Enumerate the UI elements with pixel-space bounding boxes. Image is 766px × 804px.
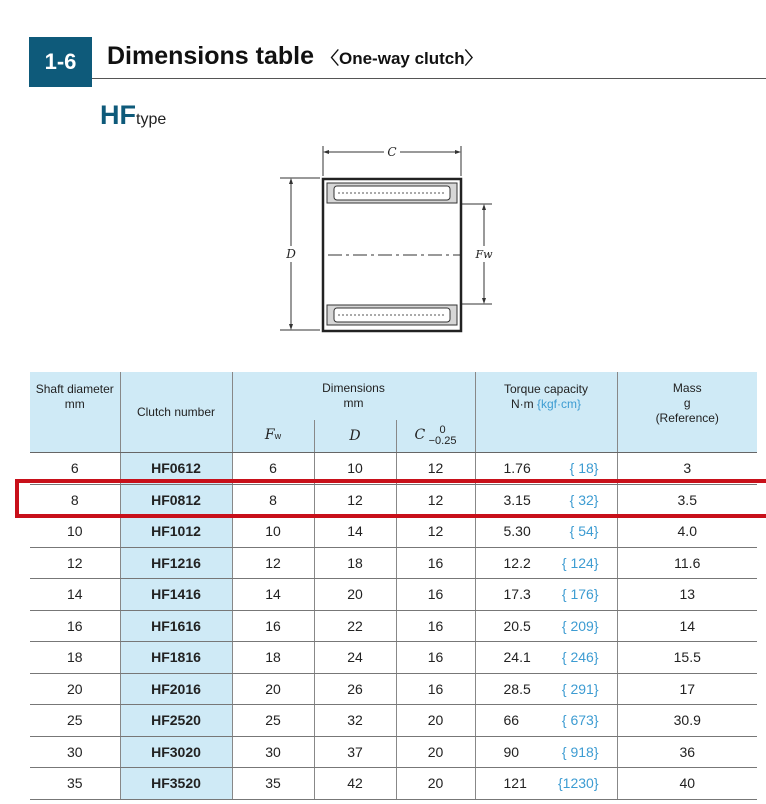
torque-kgf: { 176} bbox=[561, 586, 599, 603]
cell-mass: 30.9 bbox=[617, 705, 757, 737]
cell-c: 20 bbox=[396, 768, 475, 800]
table-row bbox=[30, 610, 757, 642]
torque-nm: 90 bbox=[503, 743, 520, 760]
diagram-label-d: D bbox=[286, 247, 296, 261]
cell-d: 18 bbox=[314, 547, 396, 579]
torque-nm: 121 bbox=[503, 775, 527, 792]
cell-torque bbox=[475, 736, 617, 768]
cell-c: 16 bbox=[396, 579, 475, 611]
cell-mass: 13 bbox=[617, 579, 757, 611]
cell-torque bbox=[475, 673, 617, 705]
torque-nm: 17.3 bbox=[503, 586, 531, 603]
torque-kgf: { 209} bbox=[561, 617, 599, 634]
torque-kgf: { 918} bbox=[561, 743, 599, 760]
diagram-label-c: C bbox=[387, 145, 397, 159]
cell-d: 12 bbox=[314, 484, 396, 516]
cell-c: 12 bbox=[396, 484, 475, 516]
cell-clutch-number: HF2016 bbox=[120, 673, 232, 705]
diagram-label-fw: Fw bbox=[475, 248, 493, 261]
cell-torque bbox=[475, 579, 617, 611]
torque-kgf: { 18} bbox=[569, 460, 599, 477]
cell-shaft-diameter: 14 bbox=[30, 579, 120, 611]
torque-kgf: { 246} bbox=[561, 649, 599, 666]
cell-fw: 20 bbox=[232, 673, 314, 705]
section-number-badge: 1-6 bbox=[29, 37, 92, 87]
highlight-box-hf0812 bbox=[15, 479, 766, 518]
cell-clutch-number: HF3020 bbox=[120, 736, 232, 768]
cell-shaft-diameter: 10 bbox=[30, 516, 120, 548]
torque-kgf: { 54} bbox=[569, 523, 599, 540]
cell-shaft-diameter: 6 bbox=[30, 453, 120, 485]
header-clutch-number: Clutch number bbox=[120, 372, 232, 453]
cell-mass: 14 bbox=[617, 610, 757, 642]
cell-c: 20 bbox=[396, 705, 475, 737]
cell-c: 16 bbox=[396, 610, 475, 642]
cell-mass: 4.0 bbox=[617, 516, 757, 548]
cell-c: 16 bbox=[396, 642, 475, 674]
table-row bbox=[30, 736, 757, 768]
cell-mass: 3 bbox=[617, 453, 757, 485]
cell-shaft-diameter: 8 bbox=[30, 484, 120, 516]
cell-clutch-number: HF1416 bbox=[120, 579, 232, 611]
clutch-cross-section-diagram bbox=[270, 140, 500, 340]
cell-c: 20 bbox=[396, 736, 475, 768]
cell-fw: 30 bbox=[232, 736, 314, 768]
cell-c: 12 bbox=[396, 516, 475, 548]
table-row bbox=[30, 673, 757, 705]
header-shaft-diameter: Shaft diameter mm bbox=[30, 372, 120, 453]
cell-mass: 36 bbox=[617, 736, 757, 768]
torque-nm: 66 bbox=[503, 712, 520, 729]
cell-d: 14 bbox=[314, 516, 396, 548]
cell-shaft-diameter: 16 bbox=[30, 610, 120, 642]
cell-shaft-diameter: 12 bbox=[30, 547, 120, 579]
cell-clutch-number: HF1816 bbox=[120, 642, 232, 674]
torque-nm: 20.5 bbox=[503, 617, 531, 634]
cell-shaft-diameter: 20 bbox=[30, 673, 120, 705]
table-row bbox=[30, 642, 757, 674]
header-mass: Mass g (Reference) bbox=[617, 372, 757, 453]
header-dimensions: Dimensions mm bbox=[232, 372, 475, 420]
header-d: D bbox=[314, 420, 396, 453]
cell-fw: 35 bbox=[232, 768, 314, 800]
cell-torque bbox=[475, 516, 617, 548]
header-torque-capacity: Torque capacity N·m {kgf·cm} bbox=[475, 372, 617, 453]
torque-nm: 12.2 bbox=[503, 554, 531, 571]
cell-fw: 10 bbox=[232, 516, 314, 548]
torque-nm: 3.15 bbox=[503, 491, 531, 508]
torque-kgf: {1230} bbox=[558, 775, 599, 792]
cell-c: 16 bbox=[396, 673, 475, 705]
page-subtitle: 〈One-way clutch〉 bbox=[322, 49, 482, 68]
cell-fw: 16 bbox=[232, 610, 314, 642]
cell-mass: 15.5 bbox=[617, 642, 757, 674]
header-fw: Fw bbox=[232, 420, 314, 453]
type-label: HFtype bbox=[100, 100, 167, 130]
cell-mass: 11.6 bbox=[617, 547, 757, 579]
cell-d: 10 bbox=[314, 453, 396, 485]
table-row bbox=[30, 705, 757, 737]
torque-nm: 28.5 bbox=[503, 680, 531, 697]
torque-nm: 1.76 bbox=[503, 460, 531, 477]
cell-fw: 18 bbox=[232, 642, 314, 674]
cell-mass: 17 bbox=[617, 673, 757, 705]
cell-mass: 3.5 bbox=[617, 484, 757, 516]
cell-clutch-number: HF0612 bbox=[120, 453, 232, 485]
table-row bbox=[30, 768, 757, 800]
dimensions-table bbox=[30, 372, 757, 800]
cell-clutch-number: HF1616 bbox=[120, 610, 232, 642]
torque-nm: 24.1 bbox=[503, 649, 531, 666]
cell-clutch-number: HF2520 bbox=[120, 705, 232, 737]
cell-d: 32 bbox=[314, 705, 396, 737]
cell-shaft-diameter: 35 bbox=[30, 768, 120, 800]
torque-kgf: { 32} bbox=[569, 491, 599, 508]
cell-mass: 40 bbox=[617, 768, 757, 800]
cell-d: 22 bbox=[314, 610, 396, 642]
cell-c: 16 bbox=[396, 547, 475, 579]
cell-clutch-number: HF3520 bbox=[120, 768, 232, 800]
page-title: Dimensions table 〈One-way clutch〉 bbox=[107, 42, 482, 70]
torque-kgf: { 124} bbox=[561, 554, 599, 571]
cell-clutch-number: HF1216 bbox=[120, 547, 232, 579]
table-row bbox=[30, 579, 757, 611]
cell-torque bbox=[475, 610, 617, 642]
cell-c: 12 bbox=[396, 453, 475, 485]
cell-d: 37 bbox=[314, 736, 396, 768]
cell-shaft-diameter: 25 bbox=[30, 705, 120, 737]
cell-d: 24 bbox=[314, 642, 396, 674]
cell-clutch-number: HF0812 bbox=[120, 484, 232, 516]
torque-kgf: { 673} bbox=[561, 712, 599, 729]
cell-fw: 6 bbox=[232, 453, 314, 485]
header-c: C 0 −0.25 bbox=[396, 420, 475, 453]
cell-torque bbox=[475, 705, 617, 737]
cell-torque bbox=[475, 642, 617, 674]
title-rule bbox=[92, 78, 766, 79]
cell-d: 42 bbox=[314, 768, 396, 800]
cell-fw: 12 bbox=[232, 547, 314, 579]
table-row bbox=[30, 516, 757, 548]
cell-fw: 14 bbox=[232, 579, 314, 611]
cell-fw: 25 bbox=[232, 705, 314, 737]
cell-shaft-diameter: 30 bbox=[30, 736, 120, 768]
cell-fw: 8 bbox=[232, 484, 314, 516]
cell-d: 20 bbox=[314, 579, 396, 611]
torque-kgf: { 291} bbox=[561, 680, 599, 697]
cell-torque bbox=[475, 547, 617, 579]
torque-nm: 5.30 bbox=[503, 523, 531, 540]
cell-clutch-number: HF1012 bbox=[120, 516, 232, 548]
table-row bbox=[30, 547, 757, 579]
cell-torque bbox=[475, 768, 617, 800]
cell-d: 26 bbox=[314, 673, 396, 705]
cell-shaft-diameter: 18 bbox=[30, 642, 120, 674]
